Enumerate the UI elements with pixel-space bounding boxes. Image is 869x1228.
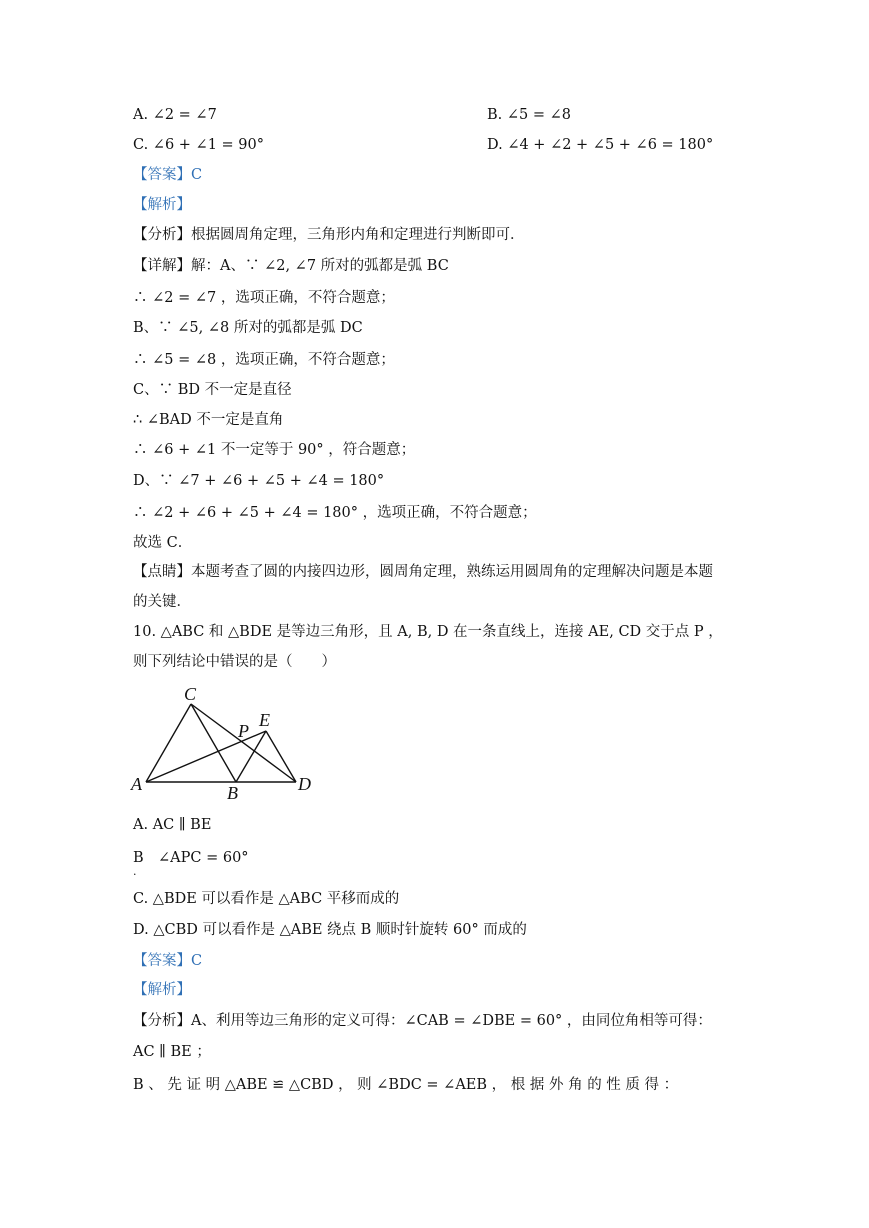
q9-detail-line-1: 【详解】解：A、∵ ∠2, ∠7 所对的弧都是弧 BC — [133, 258, 449, 274]
q10-option-b-dot: . — [133, 865, 137, 878]
q10-geometry-figure — [128, 682, 328, 800]
q9-detail-line-7: ∴ ∠6 + ∠1 不一定等于 90° ，符合题意； — [133, 442, 416, 458]
q9-detail-line-9: ∴ ∠2 + ∠6 + ∠5 + ∠4 = 180° ，选项正确，不符合题意； — [133, 505, 537, 521]
q9-detail-line-2: ∴ ∠2 = ∠7 ，选项正确，不符合题意； — [133, 290, 395, 306]
q9-option-b: B. ∠5 = ∠8 — [487, 107, 571, 123]
q10-option-b: ∠APC = 60° — [158, 850, 249, 866]
line-ac — [146, 704, 191, 782]
q10-analysis-heading: 【解析】 — [133, 982, 191, 998]
q9-answer: 【答案】C — [133, 167, 203, 183]
q9-detail-line-5: C、∵ BD 不一定是直径 — [133, 382, 292, 398]
q9-option-a: A. ∠2 = ∠7 — [133, 107, 217, 123]
q10-option-a: A. AC ∥ BE — [133, 817, 212, 833]
label-p: P — [238, 721, 249, 741]
q9-detail-line-10: 故选 C． — [133, 535, 193, 551]
line-cb — [191, 704, 236, 782]
q9-detail-line-6: ∴ ∠BAD 不一定是直角 — [133, 412, 284, 428]
q10-stem-line-2: 则下列结论中错误的是（ ） — [133, 654, 336, 670]
q10-fenxi-line-1: 【分析】A、利用等边三角形的定义可得：∠CAB = ∠DBE = 60° ，由同位角相等可得： — [133, 1013, 712, 1029]
q10-stem-line-1: 10. △ABC 和 △BDE 是等边三角形，且 A, B, D 在一条直线上，连接 AE, CD 交于点 P ， — [133, 624, 723, 640]
q10-fenxi-line-3: B 、 先 证 明 △ABE ≌ △CBD ， 则 ∠BDC = ∠AEB ， 根 据 外 角 的 性 质 得 ： — [133, 1077, 679, 1093]
line-ed — [266, 731, 296, 782]
label-a: A — [131, 774, 142, 794]
q9-fenxi: 【分析】根据圆周角定理，三角形内角和定理进行判断即可． — [133, 227, 525, 243]
q10-option-d: D. △CBD 可以看作是 △ABE 绕点 B 顺时针旋转 60° 而成的 — [133, 922, 527, 938]
label-d: D — [298, 774, 311, 794]
q9-detail-line-4: ∴ ∠5 = ∠8 ，选项正确，不符合题意； — [133, 352, 395, 368]
q10-option-c: C. △BDE 可以看作是 △ABC 平移而成的 — [133, 891, 400, 907]
label-b: B — [227, 783, 238, 800]
q9-analysis-heading: 【解析】 — [133, 197, 191, 213]
q10-fenxi-line-2: AC ∥ BE ； — [133, 1044, 211, 1060]
q9-option-d: D. ∠4 + ∠2 + ∠5 + ∠6 = 180° — [487, 137, 714, 153]
q10-answer: 【答案】C — [133, 953, 203, 969]
q10-option-b-letter: B — [133, 850, 144, 866]
q9-detail-line-8: D、∵ ∠7 + ∠6 + ∠5 + ∠4 = 180° — [133, 473, 385, 489]
q9-option-c: C. ∠6 + ∠1 = 90° — [133, 137, 264, 153]
q9-detail-line-3: B、∵ ∠5, ∠8 所对的弧都是弧 DC — [133, 320, 363, 336]
label-e: E — [259, 710, 270, 730]
label-c: C — [184, 684, 197, 704]
q9-dianjing-line-2: 的关键． — [133, 594, 191, 610]
q9-dianjing-line-1: 【点睛】本题考查了圆的内接四边形，圆周角定理，熟练运用圆周角的定理解决问题是本题 — [133, 564, 713, 580]
